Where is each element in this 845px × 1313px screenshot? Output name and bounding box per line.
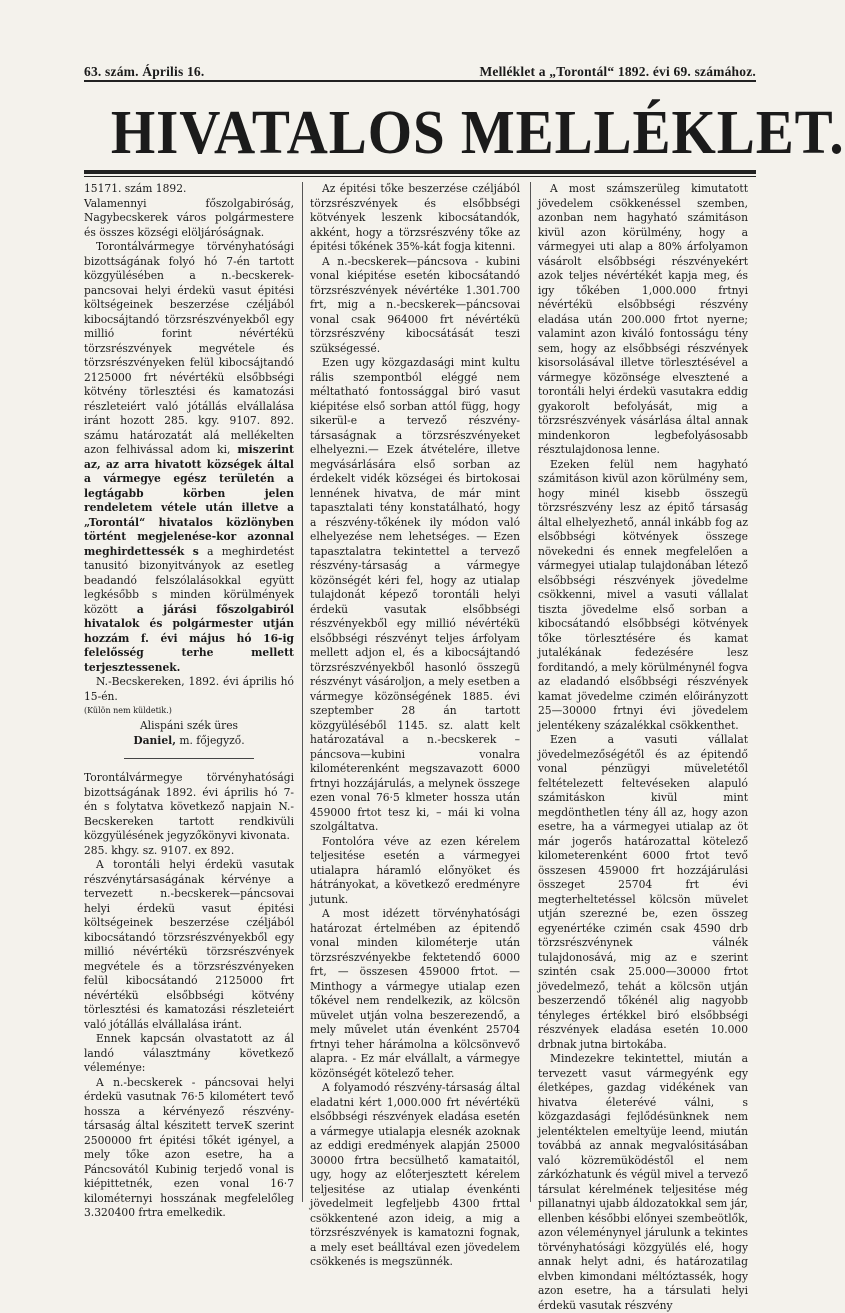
masthead-thin-rule xyxy=(84,176,756,177)
minutes-title: Torontálvármegye törvényhatósági bizottságának 1892. évi április hó 7-én s folytatva következő napjain N.-Becskereken tartott rendkivüli közgyülésének jegyzőkönyvi kivonata. xyxy=(84,771,294,842)
body-paragraph: Ezen ugy közgazdasági mint kultu rális szempontból eléggé nem méltatható fontossággal biró vasut kiépitése első sorban attól függ, hogy sikerül-e a tervező részvény-társaságnak a törzsrészvényeket elhelyezni.— Ezek átvételére, illetve megvásárlására első sorban az érdekelt vidék községei és birtokosai lennének hivatva, de már mint tapasztalati tény konstatálható, hogy a részvény-tőkének ily módon való elhelyezése nem lehetséges. — Ezen tapasztalatra tekintettel a tervező részvény-társaság a vármegye közönségét kéri fel, hogy az utialap tulajdonát képező torontáli helyi érdekü vasutak elsőbbségi részvényekből egy millió névértékü elsőbbségi részvényt teljes árfolyam mellett adjon el, és a kibocsájtandó törzsrészvényekből hasonló összegü részvényt vásároljon, a mely esetben a vármegye közönségének 1885. évi szeptember 28 án tartott közgyüléséből 1145. sz. alatt kelt határozatával a n.-becskerek – páncsova—kubini vonalra kilométerenként megszavazott 6000 frtnyi hozzájárulás, a melynek összege ezen vonal 76·5 klmeter hossza után 459000 frtot tesz ki, – mái ki volna szolgáltatva. xyxy=(310,356,520,833)
signer-line xyxy=(84,734,294,749)
signature-block xyxy=(84,719,294,748)
distribution-note: (Külön nem küldetik.) xyxy=(84,706,172,715)
masthead-title: HIVATALOS MELLÉKLET. xyxy=(110,99,845,167)
decree-text-b: miszerint az, az arra hivatott községek által a vármegye egész területén a legtágabb körben jelen rendeletem vétele után illetve a „Torontál“ hivatalos közlönyben történt megjelenése-kor azonnal meghirdettessék s xyxy=(84,443,294,558)
body-paragraph: A n.-becskerek—páncsova - kubini vonal kiépitése esetén kibocsátandó törzsrészvények névértéke 1.301.700 frt, mig a n.-becskerek—páncsovai vonal csak 964000 frt névértékü törzsrészvény kibocsátását teszi szükségessé. xyxy=(310,254,520,355)
body-paragraph: A torontáli helyi érdekü vasutak részvénytársaságának kérvénye a tervezett n.-becskerek—páncsovai helyi érdekü vasut épitési költségeinek beszerzése czéljából kibocsátandó törzsrészvényekből egy millió névértékü törzsrészvények megvétele és a törzsrészvényeken felül kibocsátandó 2125000 frt névértékü elsőbbségi kötvény törlesztési és kamatozási részleteiért való jótállás elvállalása iránt. xyxy=(84,858,294,1031)
header-rule xyxy=(84,80,756,82)
body-paragraph: Ezeken felül nem hagyható számitáson kivül azon körülmény sem, hogy minél kisebb összegü törzsrészvény lesz az épitő társaság által elhelyezhető, annál inkább fog az elsőbbségi kötvények összege növekedni és ennek megfelelően a vármegyei utialap tulajdonában létező elsőbbségi részvények jövedelme csökkenni, mivel a vasuti vállalat tiszta jövedelme első sorban a kibocsátandó elsőbbségi kötvények tőke törlesztésére és kamat jutalékának fedezésére lesz forditandó, a mely körülménynél fogva az eladandó elsőbbségi részvények kamat jövedelme czimén előirányzott 25—30000 frtnyi évi jövedelem jelentékeny százalékkal csökkenthet. xyxy=(538,457,748,732)
supplement-note: Melléklet a „Torontál“ 1892. évi 69. számához. xyxy=(479,64,756,79)
minutes-reference: 285. khgy. sz. 9107. ex 892. xyxy=(84,843,235,857)
column-divider xyxy=(530,182,531,1202)
decree-paragraph xyxy=(84,240,294,675)
decree-text-c: a meghirdetést tanusitó bizonyitványok az esetleg beadandó felszólalásokkal együtt legkésőbb s minden körülmények között xyxy=(84,544,294,616)
body-paragraph: Ennek kapcsán olvastatott az ál landó választmány következő véleménye: xyxy=(84,1032,294,1074)
document-number: 15171. szám 1892. xyxy=(84,182,187,195)
column-1 xyxy=(84,182,294,1219)
column-divider xyxy=(302,182,303,1202)
body-paragraph: A folyamodó részvény-társaság által eladatni kért 1,000.000 frt névértékü elsőbbségi részvények eladása esetén a vármegye utialapja elesnék azoknak az eddigi eredmények alapján 25000 30000 frtra becsülhető kamataitól, ugy, hogy az előterjesztett kérelem teljesitése az utialap évenkénti jövedelmeit legfeljebb 4300 frttal csökkentené azon ideig, a mig a törzsrészvények is kamatozni fognak, a mely eset beálltával ezen jövedelem csökkenés is megszünnék. xyxy=(310,1081,520,1268)
column-2 xyxy=(310,182,520,1268)
body-paragraph: Mindezekre tekintettel, miután a tervezett vasut vármegyénk egy életképes, gazdag vidékének van hivatva életerévé válni, s közgazdasági fejlődésünknek nem jelentéktelen emeltyüje leend, miután továbbá az annak megvalósitásában való közremüködéstől el nem zárkózhatunk és végül mivel a tervező társulat kérelmének teljesitése még pillanatnyi ujabb áldozatokkal sem jár, ellenben későbbi előnyei szembeötlők, azon véleménynyel járulunk a tekintes törvényhatósági közgyülés elé, hogy annak helyt adni, és határozatilag elvben kimondani méltóztassék, hogy azon esetre, ha a társulati helyi érdekü vasutak részvény xyxy=(538,1052,748,1312)
decree-text-d: a járási főszolgabiról hivatalok és polgármester utján hozzám f. évi május hó 16-ig felelősség terhe mellett terjesztessenek. xyxy=(84,602,294,674)
body-paragraph: Fontolóra véve az ezen kérelem teljesitése esetén a vármegyei utialapra háramló előnyöket és hátrányokat, a következő eredményre jutunk. xyxy=(310,834,520,906)
addressees: Valamennyi főszolgabiróság, Nagybecskerek város polgármestere és összes községi elöljáróságnak. xyxy=(84,196,294,239)
section-divider xyxy=(124,758,254,759)
place-date: N.-Becskereken, 1892. évi április hó 15-én. xyxy=(84,675,294,703)
body-paragraph: Ezen a vasuti vállalat jövedelmezőségétől és az épitendő vonal pénzügyi müveletétől feltételezett feltevéseken alapuló számitáskon kivül mint megdönthetlen tény áll az, hogy azon esetre, ha a vármegyei utialap az öt már jogerős határozattal kötelező kilometerenként 6000 frtot tevő összesen 459000 frt hozzájárulási összeget 25704 frt évi megterheltetéssel kölcsön müvelet utján szerezné be, ezen összeg egyenértéke czimén csak 4590 drb törzsrészvénynek válnék tulajdonosává, mig az e szerint szintén csak 25.000—30000 frtot jövedelmező, tehát a kölcsön utján beszerzendő tőkénél alig nagyobb tényleges értékkel biró elsőbbségi részvények eladása esetén 10.000 drbnak jutna birtokába. xyxy=(538,733,748,1051)
decree-text-a: Torontálvármegye törvényhatósági bizottságának folyó hó 7-én tartott közgyülésében a n.-becskerek-pancsovai helyi érdekü vasut épitési költségeinek beszerzése czéljából kibocsájtandó törzsrészvényekből egy millió forint névértékü törzsrészvények megvétele és törzsrészvényeken felül kibocsájtandó 2125000 frt névértékü elsőbbségi kötvény törlesztési és kamatozási részleteiért való jótállás elvállalása iránt hozott 285. kgy. 9107. 892. számu határozatát alá mellékelten azon felhivással adom ki, xyxy=(84,240,294,456)
issue-date: 63. szám. Április 16. xyxy=(84,64,205,79)
signer-title: m. főjegyző. xyxy=(179,733,245,747)
body-paragraph: A n.-becskerek - páncsovai helyi érdekü vasutnak 76·5 kilométert tevő hossza a kérvényező részvény-társaság által készitett terveK szerint 2500000 frt épitési tőkét igényel, a mely tőke azon esetre, ha a Páncsovától Kubinig terjedő vonal is kiépittetnék, ezen vonal 16·7 kilométernyi hosszának megfelelőleg 3.320400 frtra emelkedik. xyxy=(84,1075,294,1219)
body-paragraph: Az épitési tőke beszerzése czéljából törzsrészvények és elsőbbségi kötvények leszenk kibocsátandók, akként, hogy a törzsrészvény tőke az épitési tőkének 35%-kát fogja kitenni. xyxy=(310,182,520,253)
body-paragraph: A most számszerüleg kimutatott jövedelem csökkenéssel szemben, azonban nem hagyható számitáson kivül azon körülmény, hogy a vármegyei uti alap a 80% árfolyamon vásárolt elsőbbségi részvényekért azok teljes névértékét kapja meg, és igy tőkében 1,000.000 frtnyi névértékü elsőbbségi részvény eladása után 200.000 frtot nyerne; valamint azon kiváló fontosságu tény sem, hogy az elsőbbségi részvények kisorsolásával illetve törlesztésével a vármegye közönsége elvesztené a torontáli helyi érdekü vasutakra eddig gyakorolt befolyását, mig a törzsrészvények vásárlása által annak mindenkoron legbefolyásosabb résztulajdonosa lenne. xyxy=(538,182,748,456)
column-3 xyxy=(538,182,748,1312)
office-line: Alispáni szék üres xyxy=(139,719,239,732)
page-header xyxy=(84,58,756,80)
body-paragraph: A most idézett törvényhatósági határozat értelmében az épitendő vonal minden kilométerje után törzsrészvényekbe fektetendő 6000 frt, — összesen 459000 frtot. — Minthogy a vármegye utialap ezen tőkével nem rendelkezik, az kölcsön müvelet utján volna beszerezendő, a mely művelet után évenként 25704 frtnyi teher hárámolna a kölcsönvevő alapra. - Ez már elvállalt, a vármegye közönségét kötelező teher. xyxy=(310,907,520,1080)
signer-name: Daniel, xyxy=(133,733,176,747)
masthead-thick-rule xyxy=(84,170,756,174)
